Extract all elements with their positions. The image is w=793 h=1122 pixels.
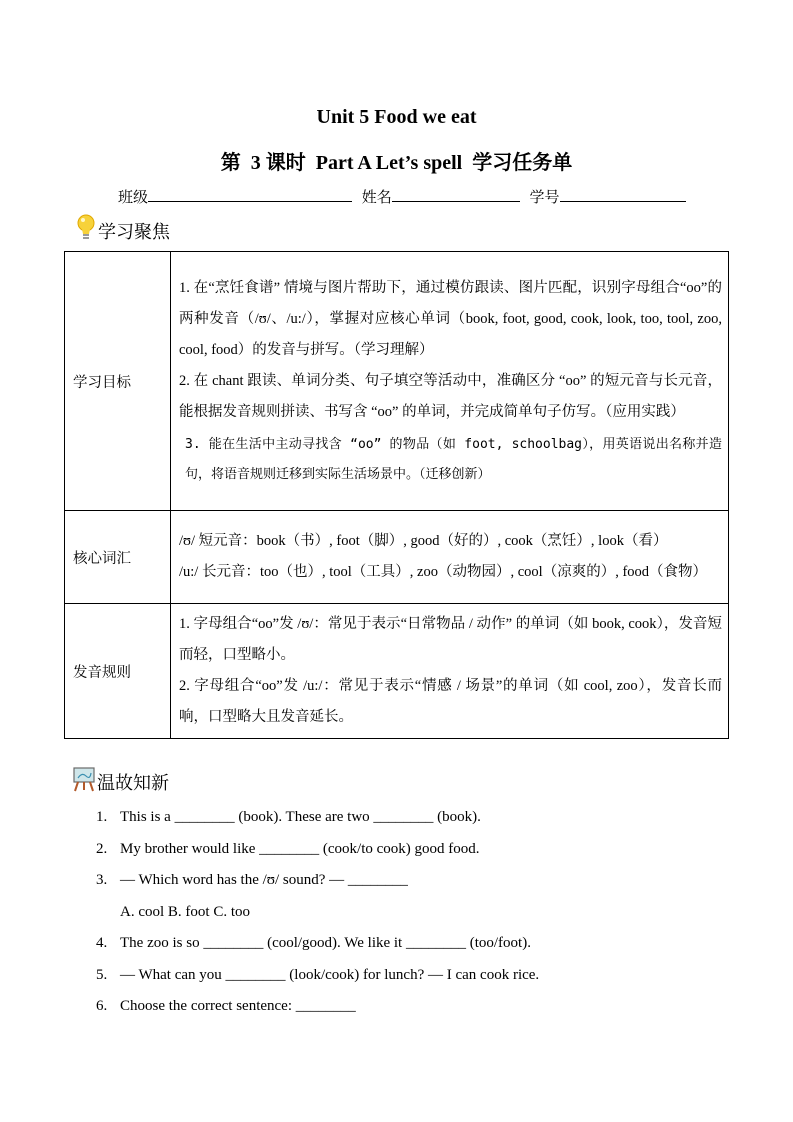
question-text: — What can you ________ (look/cook) for lunch? — I can cook rice. bbox=[120, 966, 540, 983]
rule-line: 2. 字母组合“oo”发 /u:/：常见于表示“情感 / 场景”的单词（如 cool, zoo），发音长而响，口型略大且发音延长。 bbox=[179, 678, 722, 725]
learning-table bbox=[64, 251, 729, 739]
row-header: 学习目标 bbox=[65, 252, 171, 511]
table-row bbox=[65, 252, 729, 511]
name-blank[interactable] bbox=[392, 187, 520, 202]
row-header: 核心词汇 bbox=[65, 511, 171, 604]
section-title: 学习聚焦 bbox=[98, 221, 170, 242]
exercise-list bbox=[96, 802, 539, 1023]
goal-line: 3. 能在生活中主动寻找含 “oo” 的物品（如 foot, schoolbag），用英语说出名称并造句，将语音规则迁移到实际生活场景中。（迁移创新） bbox=[185, 436, 722, 482]
lesson-subtitle: 第 3 课时 Part A Let’s spell 学习任务单 bbox=[220, 152, 573, 174]
question-text: The zoo is so ________ (cool/good). We like it ________ (too/foot). bbox=[120, 935, 531, 951]
lightbulb-icon bbox=[76, 213, 96, 248]
vocab-line: /ʊ/ 短元音：book（书）, foot（脚）, good（好的）, cook（烹饪）, look（看） bbox=[179, 533, 668, 549]
list-item: 6. Choose the correct sentence: ________ bbox=[96, 998, 356, 1014]
section-title: 温故知新 bbox=[97, 772, 169, 793]
name-label: 姓名 bbox=[361, 190, 392, 206]
goal-line: 1. 在“烹饪食谱” 情境与图片帮助下，通过模仿跟读、图片匹配，识别字母组合“oo”的两种发音（/ʊ/、/u:/），掌握对应核心单词（book, foot, good, cook, look, too, tool, zoo, cool, food）的发音与拼写。（学习理解） bbox=[179, 279, 722, 358]
rule-line: 1. 字母组合“oo”发 /ʊ/：常见于表示“日常物品 / 动作” 的单词（如 book, cook），发音短而轻，口型略小。 bbox=[179, 616, 722, 663]
document-title: Unit 5 Food we eat bbox=[316, 106, 477, 128]
question-text: My brother would like ________ (cook/to cook) good food. bbox=[120, 840, 480, 857]
section-review bbox=[73, 766, 169, 797]
easel-icon bbox=[73, 766, 95, 797]
row-content bbox=[171, 252, 729, 511]
goal-line: 2. 在 chant 跟读、单词分类、句子填空等活动中，准确区分 “oo” 的短元音与长元音，能根据发音规则拼读、书写含 “oo” 的单词，并完成简单句子仿写。（应用实践） bbox=[179, 372, 722, 420]
section-learning-focus bbox=[76, 213, 170, 248]
row-content bbox=[171, 511, 729, 604]
class-label: 班级 bbox=[118, 190, 149, 206]
list-item: 3. — Which word has the /ʊ/ sound? — ________ bbox=[96, 872, 408, 888]
list-item: 4. The zoo is so ________ (cool/good). We like it ________ (too/foot). bbox=[96, 935, 531, 951]
list-item: 5. — What can you ________ (look/cook) for lunch? — I can cook rice. bbox=[96, 966, 540, 983]
question-text: This is a ________ (book). These are two ________ (book). bbox=[120, 809, 481, 825]
table-row bbox=[65, 511, 729, 604]
class-blank[interactable] bbox=[148, 187, 352, 202]
table-row bbox=[65, 604, 729, 739]
student-info-line bbox=[118, 186, 686, 207]
list-item: 1. This is a ________ (book). These are two ________ (book). bbox=[96, 809, 481, 825]
vocab-line: /u:/ 长元音：too（也）, tool（工具）, zoo（动物园）, cool（凉爽的）, food（食物） bbox=[179, 564, 708, 580]
row-content bbox=[171, 604, 729, 739]
id-label: 学号 bbox=[529, 190, 560, 206]
id-blank[interactable] bbox=[560, 187, 686, 202]
list-item: 2. My brother would like ________ (cook/to cook) good food. bbox=[96, 840, 480, 857]
row-header: 发音规则 bbox=[65, 604, 171, 739]
answer-options: A. cool B. foot C. too bbox=[120, 903, 250, 920]
question-text: — Which word has the /ʊ/ sound? — ________ bbox=[120, 872, 408, 888]
question-text: Choose the correct sentence: ________ bbox=[120, 998, 356, 1014]
